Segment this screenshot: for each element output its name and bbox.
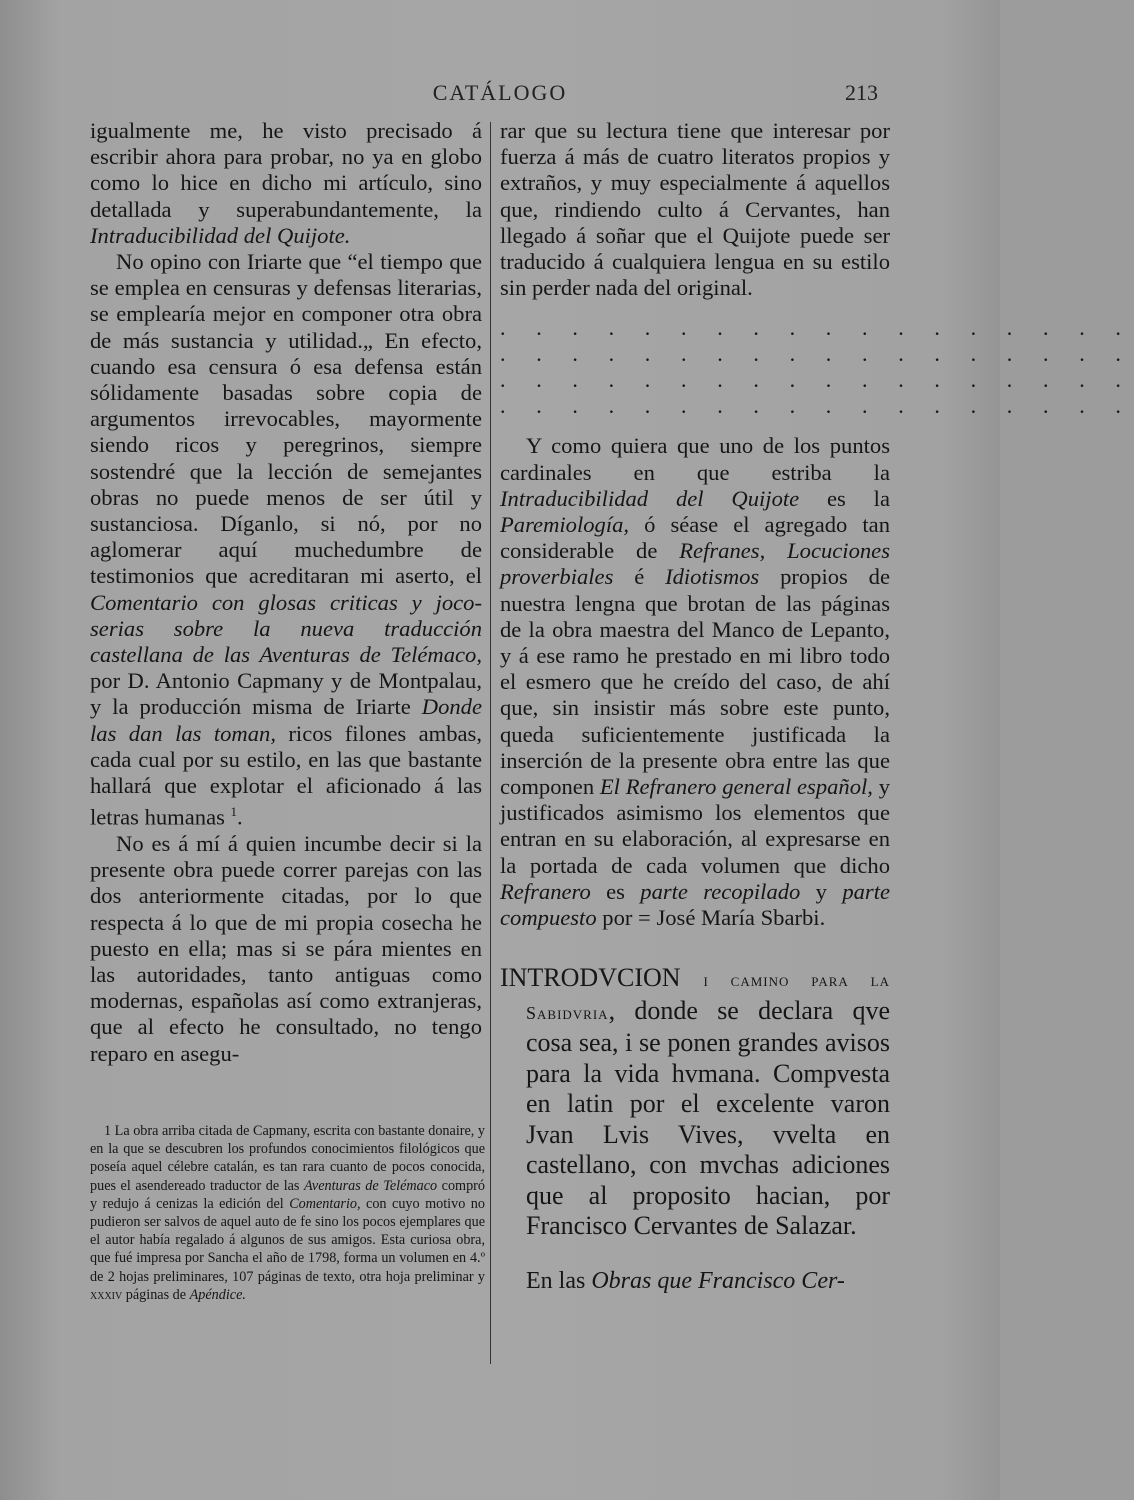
paragraph-lectura: rar que su lectura tiene que interesar por fuerza á más de cuatro literatos propios y extraños, y muy especialmente á aquellos que, rindiendo culto á Cervantes, han llegado á soñar que el Quijote puede ser traducido á cualquiera lengua en su estilo sin perder nada del original. [500, 118, 890, 301]
dot-row: . . . . . . . . . . . . . . . . . . [500, 315, 1134, 341]
left-column [90, 118, 482, 1067]
footnote-reference: 1 [230, 804, 238, 820]
paragraph-intraducibilidad: igualmente me, he visto precisado á escribir ahora para probar, no ya en globo como lo hice en dicho mi artículo, sino detallada y superabundantemente, la Intraducibilidad del Quijote. [90, 118, 482, 248]
paragraph-iriarte: No opino con Iriarte que “el tiempo que se emplea en censuras y defensas literarias, se emplearía mejor en componer otra obra de más sustancia y utilidad.„ En efecto, cuando esa censura ó esa defensa están sólidamente basadas sobre copia de argumentos irrevocables, mayormente siendo ricos y peregrinos, siempre sostendré que la lección de semejantes obras no puede menos de ser útil y sustanciosa. Díganlo, si nó, por no aglomerar aquí muchedumbre de testimonios que acreditaran mi aserto, el Comentario con glosas criticas y joco-serias sobre la nueva traducción castellana de las Aventuras de Telémaco, por D. Antonio Capmany y de Montpalau, y la producción misma de Iriarte Donde las dan las toman, ricos filones ambas, cada cual por su estilo, en las que bastante hallará que explotar el aficionado á las letras humanas $^1$. [90, 249, 482, 830]
column-divider [490, 122, 491, 1364]
catalog-entry-heading: INTRODVCION i camino para la Sabidvria, donde se declara qve cosa sea, i se ponen grandes avisos para la vida hvmana. Compvesta en latin por el excelente varon Jvan Lvis Vives, vvelta en castellano, con mvchas adiciones que al proposito hacian, por Francisco Cervantes de Salazar. [500, 963, 891, 1241]
paragraph-paremiologia: Y como quiera que uno de los puntos cardinales en que estriba la Intraducibilidad del Quijote es la Paremiología, ó séase el agregado tan considerable de Refranes, Locuciones proverbiales é Idiotismos propios de nuestra lengna que brotan de las páginas de la obra maestra del Manco de Lepanto, y á ese ramo he prestado en mi libro todo el esmero que he creído del caso, de ahí que, sin insistir más sobre este punto, queda suficientemente justificada la inserción de la presente obra entre las que componen El Refranero general español, y justificados asimismo los elementos que entran en su elaboración, al expresarse en la portada de cada volumen que dicho Refranero es parte recopilado y parte compuesto por = José María Sbarbi. [500, 433, 891, 931]
dot-row: . . . . . . . . . . . . . . . . . . [500, 393, 1134, 419]
paragraph-obras: En las Obras que Francisco Cer- [526, 1267, 845, 1294]
paragraph-presente-obra: No es á mí á quien incumbe decir si la presente obra puede correr parejas con las dos anteriormente citadas, por lo que respecta á lo que de mi propia cosecha he puesto en ella; mas si se pára mientes en las autoridades, tanto antiguas como modernas, españolas así como extranjeras, que al efecto he consultado, no tengo reparo en asegu- [90, 831, 482, 1066]
right-column [500, 118, 1134, 1296]
ellipsis-rows [500, 315, 1134, 419]
footnote: 1 La obra arriba citada de Capmany, escrita con bastante donaire, y en la que se descubren los profundos conocimientos filológicos que poseía aquel célebre catalán, es tan rara cuanto de pocos conocida, pues el asendereado traductor de las Aventuras de Telémaco compró y redujo á cenizas la edición del Comentario, con cuyo motivo no pudieron ser salvos de aquel auto de fe sino los pocos ejemplares que el autor había regalado á algunos de sus amigos. Esta curiosa obra, que fué impresa por Sancha el año de 1798, forma un volumen en 4.º de 2 hojas preliminares, 107 páginas de texto, otra hoja preliminar y xxxiv páginas de Apéndice. [90, 1123, 485, 1303]
dot-row: . . . . . . . . . . . . . . . . . . [500, 367, 1134, 393]
page-number: 213 [845, 80, 878, 105]
dot-row: . . . . . . . . . . . . . . . . . . [500, 341, 1134, 367]
running-title: CATÁLOGO [432, 80, 568, 105]
